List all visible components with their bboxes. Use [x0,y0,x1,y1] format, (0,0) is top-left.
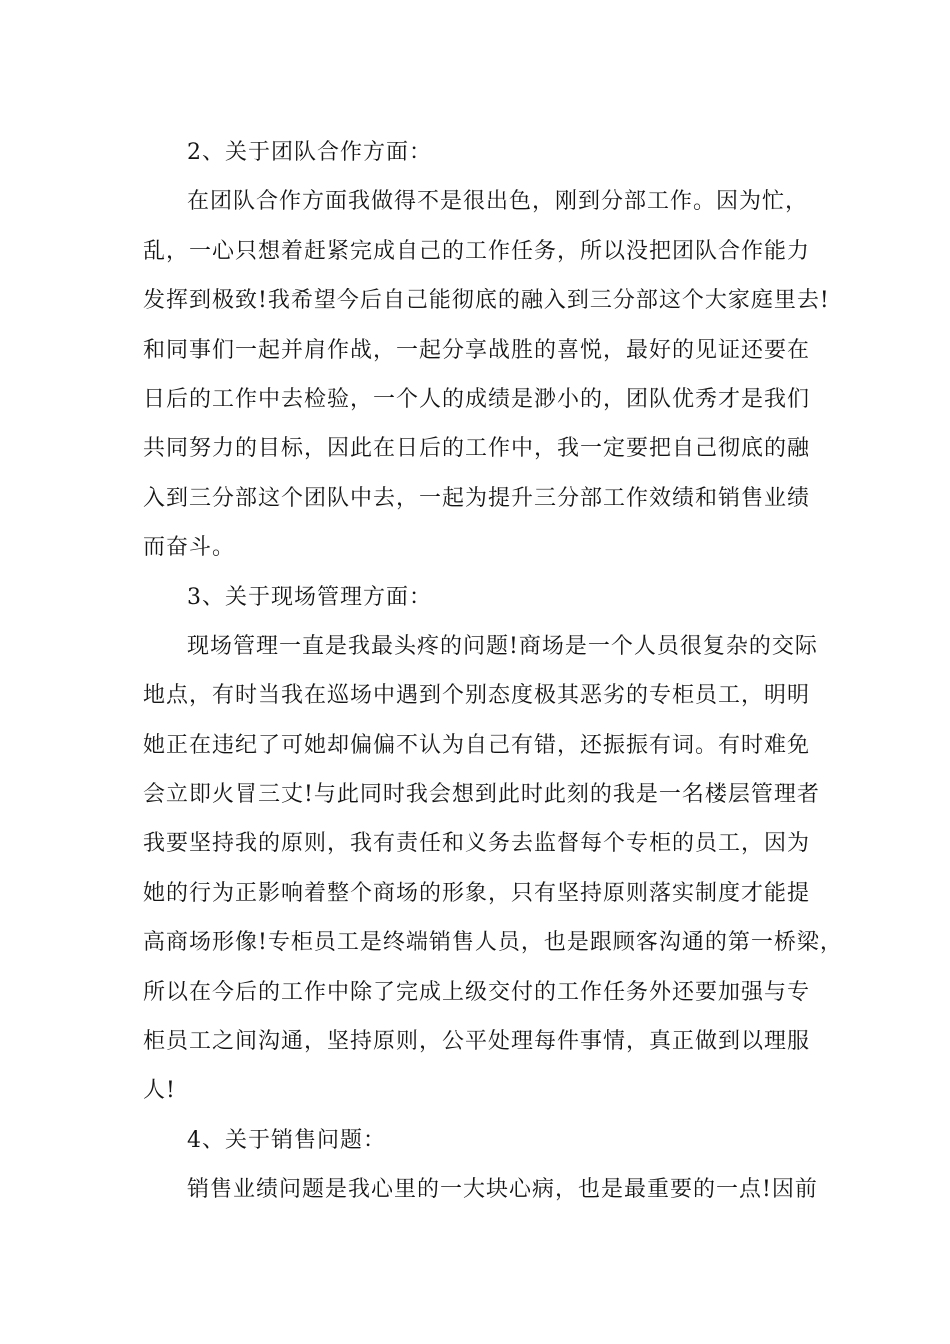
paragraph-line: 发挥到极致!我希望今后自己能彻底的融入到三分部这个大家庭里去! [143,288,830,314]
paragraph-line: 柜员工之间沟通，坚持原则，公平处理每件事情，真正做到以理服 [143,1029,811,1055]
paragraph-line: 和同事们一起并肩作战，一起分享战胜的喜悦，最好的见证还要在 [143,337,811,363]
paragraph-line: 我要坚持我的原则，我有责任和义务去监督每个专柜的员工，因为 [143,831,811,857]
paragraph-line: 她的行为正影响着整个商场的形象，只有坚持原则落实制度才能提 [143,880,811,906]
heading-site-management: 3、关于现场管理方面： [187,584,432,610]
heading-sales: 4、关于销售问题： [187,1127,386,1153]
paragraph-line: 高商场形像!专柜员工是终端销售人员，也是跟顾客沟通的第一桥梁， [143,930,843,956]
paragraph-line: 她正在违纪了可她却偏偏不认为自己有错，还振振有词。有时难免 [143,732,811,758]
paragraph-line: 现场管理一直是我最头疼的问题!商场是一个人员很复杂的交际 [187,633,818,659]
paragraph-line: 共同努力的目标，因此在日后的工作中，我一定要把自己彻底的融 [143,436,811,462]
paragraph-line: 在团队合作方面我做得不是很出色，刚到分部工作。因为忙， [187,189,809,215]
paragraph-line: 而奋斗。 [143,535,236,561]
paragraph-line: 地点，有时当我在巡场中遇到个别态度极其恶劣的专柜员工，明明 [143,683,811,709]
paragraph-line: 会立即火冒三丈!与此同时我会想到此时此刻的我是一名楼层管理者 [143,782,820,808]
document-body [143,128,843,1215]
paragraph-line: 入到三分部这个团队中去，一起为提升三分部工作效绩和销售业绩 [143,485,811,511]
paragraph-line: 人! [143,1078,176,1104]
paragraph-line: 所以在今后的工作中除了完成上级交付的工作任务外还要加强与专 [143,979,811,1005]
paragraph-line: 日后的工作中去检验，一个人的成绩是渺小的，团队优秀才是我们 [143,386,811,412]
heading-team-cooperation: 2、关于团队合作方面： [187,140,432,165]
paragraph-line: 销售业绩问题是我心里的一大块心病，也是最重要的一点!因前 [187,1177,818,1203]
paragraph-line: 乱，一心只想着赶紧完成自己的工作任务，所以没把团队合作能力 [143,238,811,264]
